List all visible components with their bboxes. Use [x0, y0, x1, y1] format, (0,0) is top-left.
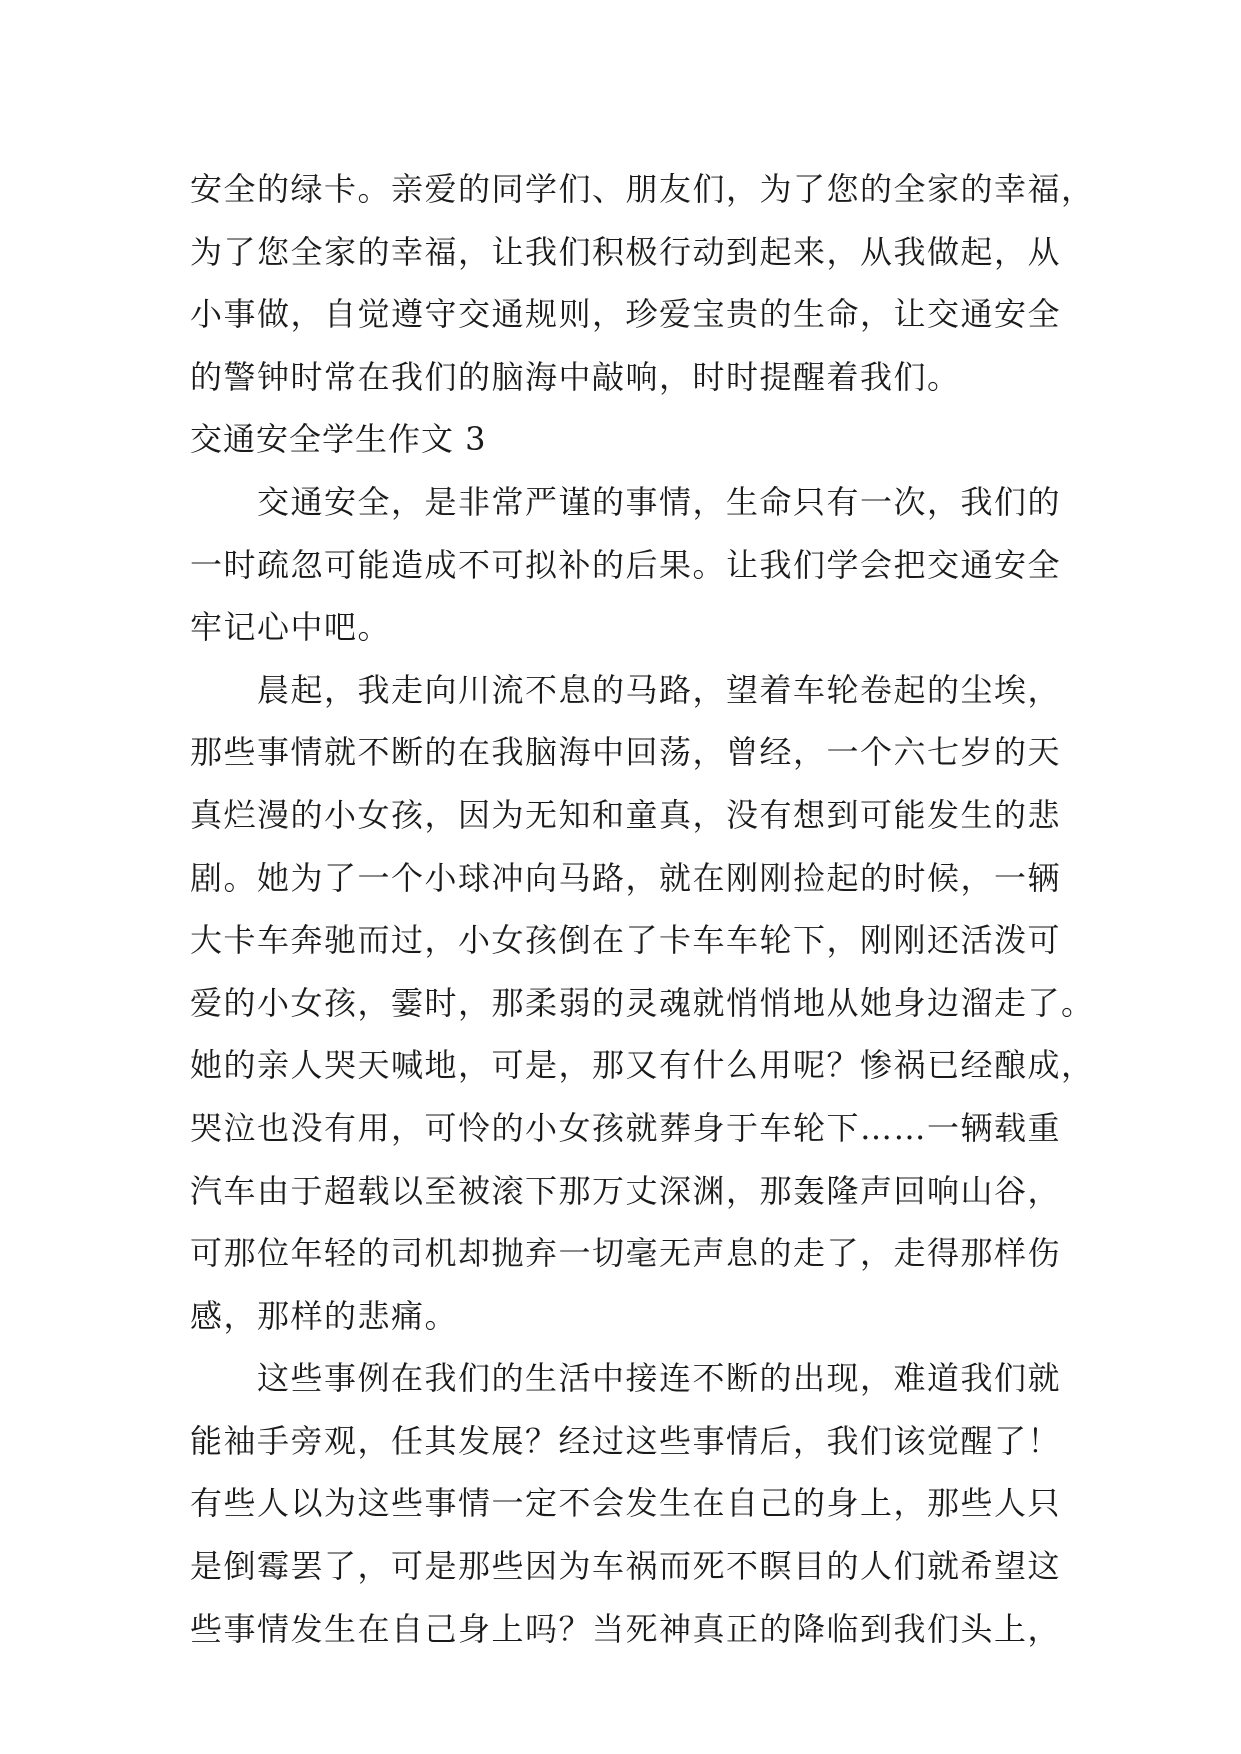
text-line: 有些人以为这些事情一定不会发生在自己的身上，那些人只: [190, 1484, 1062, 1523]
document-body: [190, 158, 1095, 1660]
section-heading: 交通安全学生作文 3: [190, 420, 487, 459]
text-line: 能袖手旁观，任其发展？经过这些事情后，我们该觉醒了！: [190, 1421, 1062, 1460]
text-line: 牢记心中吧。: [190, 608, 392, 647]
text-line: 哭泣也没有用，可怜的小女孩就葬身于车轮下……一辆载重: [190, 1108, 1062, 1147]
text-line: 小事做，自觉遵守交通规则，珍爱宝贵的生命，让交通安全: [190, 295, 1062, 334]
text-line: 大卡车奔驰而过，小女孩倒在了卡车车轮下，刚刚还活泼可: [190, 921, 1062, 960]
text-line: 这些事例在我们的生活中接连不断的出现，难道我们就: [190, 1359, 1062, 1398]
text-line: 是倒霉罢了，可是那些因为车祸而死不瞑目的人们就希望这: [190, 1547, 1062, 1586]
text-line: 晨起，我走向川流不息的马路，望着车轮卷起的尘埃，: [190, 670, 1062, 709]
text-line: 些事情发生在自己身上吗？当死神真正的降临到我们头上，: [190, 1609, 1062, 1648]
text-line: 汽车由于超载以至被滚下那万丈深渊，那轰隆声回响山谷，: [190, 1171, 1062, 1210]
text-line: 那些事情就不断的在我脑海中回荡，曾经，一个六七岁的天: [190, 733, 1062, 772]
text-line: 交通安全，是非常严谨的事情，生命只有一次，我们的: [190, 482, 1062, 521]
text-line: 安全的绿卡。亲爱的同学们、朋友们，为了您的全家的幸福，: [190, 170, 1095, 208]
text-line: 爱的小女孩，霎时，那柔弱的灵魂就悄悄地从她身边溜走了。: [190, 983, 1095, 1022]
text-line: 她的亲人哭天喊地，可是，那又有什么用呢？惨祸已经酿成，: [190, 1046, 1095, 1085]
text-line: 感，那样的悲痛。: [190, 1296, 459, 1335]
text-line: 的警钟时常在我们的脑海中敲响，时时提醒着我们。: [190, 357, 961, 396]
text-line: 可那位年轻的司机却抛弃一切毫无声息的走了，走得那样伤: [190, 1234, 1062, 1273]
text-line: 剧。她为了一个小球冲向马路，就在刚刚捡起的时候，一辆: [190, 858, 1062, 897]
text-line: 为了您全家的幸福，让我们积极行动到起来，从我做起，从: [190, 232, 1062, 271]
text-line: 真烂漫的小女孩，因为无知和童真，没有想到可能发生的悲: [190, 795, 1062, 834]
text-line: 一时疏忽可能造成不可拟补的后果。让我们学会把交通安全: [190, 545, 1062, 584]
